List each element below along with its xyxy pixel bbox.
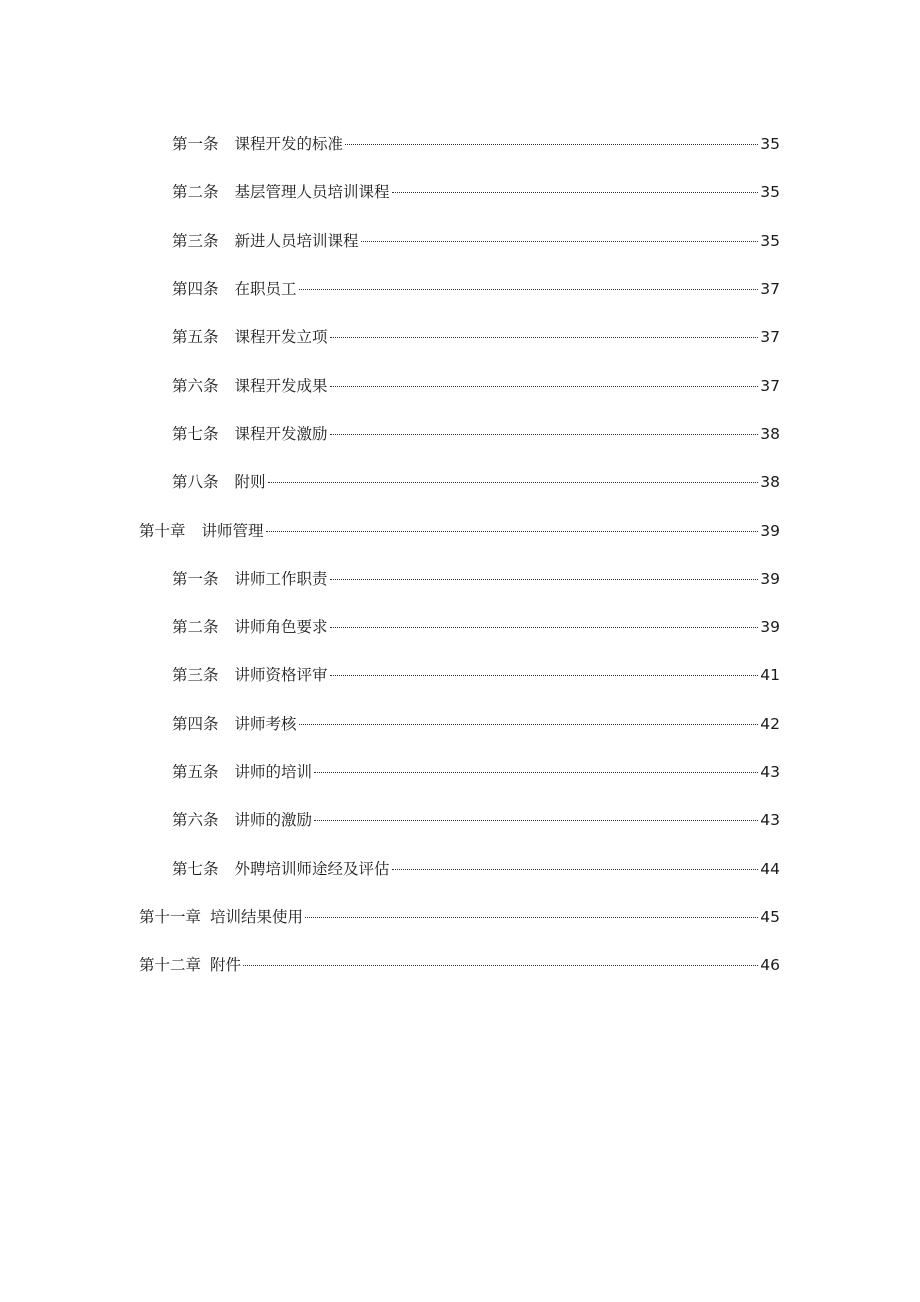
dot-leader	[330, 434, 759, 435]
dot-leader	[345, 144, 758, 145]
dot-leader	[361, 241, 759, 242]
toc-entry-page: 39	[760, 618, 780, 637]
toc-entry-page: 35	[760, 231, 780, 250]
toc-entry-number: 第四条	[172, 714, 219, 733]
dot-leader	[392, 869, 759, 870]
toc-entry-title: 讲师工作职责	[234, 569, 328, 588]
toc-entry-number: 第五条	[172, 763, 219, 781]
toc-entry-number: 第五条	[172, 328, 219, 347]
toc-entry-title: 课程开发的标准	[234, 135, 344, 154]
toc-entry[interactable]	[0, 796, 920, 844]
dot-leader	[299, 289, 759, 290]
dot-leader	[330, 386, 759, 387]
toc-entry[interactable]	[0, 748, 920, 796]
toc-entry-page: 35	[760, 183, 780, 202]
toc-entry-page: 41	[760, 666, 780, 685]
toc-entry-title: 课程开发立项	[234, 328, 328, 347]
toc-entry-title: 新进人员培训课程	[234, 231, 359, 250]
toc-chapter-entry[interactable]	[0, 506, 920, 554]
toc-entry-title: 课程开发激励	[234, 424, 328, 443]
toc-entry-title: 讲师考核	[234, 714, 297, 733]
toc-entry[interactable]	[0, 361, 920, 409]
toc-entry-title: 讲师管理	[201, 521, 264, 540]
toc-entry-number: 第七条	[172, 859, 219, 878]
toc-entry-number: 第一条	[172, 569, 219, 588]
dot-leader	[305, 917, 758, 918]
toc-entry-page: 39	[760, 569, 780, 588]
toc-entry-page: 38	[760, 473, 780, 492]
dot-leader	[330, 579, 759, 580]
toc-entry[interactable]	[0, 313, 920, 361]
dot-leader	[243, 965, 758, 966]
toc-entry-title: 讲师资格评审	[234, 666, 328, 685]
dot-leader	[268, 482, 759, 483]
toc-entry-number: 第十一章	[139, 907, 202, 926]
toc-entry-number: 第八条	[172, 473, 219, 492]
toc-entry-page: 44	[760, 859, 780, 878]
toc-entry[interactable]	[0, 844, 920, 892]
toc-entry-title: 培训结果使用	[210, 907, 304, 926]
toc-chapter-entry[interactable]	[0, 893, 920, 941]
toc-entry-number: 第十二章	[139, 956, 202, 975]
toc-entry[interactable]	[0, 603, 920, 651]
toc-entry-number: 第二条	[172, 618, 219, 637]
toc-entry-number: 第一条	[172, 135, 219, 154]
toc-entry-number: 第十章	[139, 521, 186, 540]
toc-entry-page: 45	[760, 907, 780, 926]
toc-entry-page: 35	[760, 135, 780, 154]
toc-entry[interactable]	[0, 651, 920, 699]
toc-entry-title: 附件	[210, 956, 242, 975]
toc-entry[interactable]	[0, 555, 920, 603]
toc-entry-number: 第三条	[172, 666, 219, 685]
dot-leader	[314, 772, 758, 773]
toc-entry-title: 讲师的激励	[234, 811, 313, 830]
toc-entry-title: 附则	[234, 473, 266, 492]
toc-entry-page: 39	[760, 521, 780, 540]
toc-entry[interactable]	[0, 410, 920, 458]
toc-chapter-entry[interactable]	[0, 941, 920, 989]
dot-leader	[330, 337, 759, 338]
toc-entry-page: 37	[760, 376, 780, 395]
toc-entry[interactable]	[0, 700, 920, 748]
toc-entry-number: 第六条	[172, 811, 219, 830]
toc-entry-page: 38	[760, 424, 780, 443]
toc-entry[interactable]	[0, 120, 920, 168]
toc-entry-page: 43	[760, 763, 780, 781]
dot-leader	[314, 820, 758, 821]
toc-entry-title: 课程开发成果	[234, 376, 328, 395]
dot-leader	[330, 675, 759, 676]
toc-entry-number: 第七条	[172, 424, 219, 443]
toc-entry-page: 46	[760, 956, 780, 975]
dot-leader	[392, 192, 759, 193]
toc-entry-title: 外聘培训师途经及评估	[234, 859, 390, 878]
toc-entry-title: 讲师的培训	[234, 763, 313, 781]
toc-entry-title: 讲师角色要求	[234, 618, 328, 637]
toc-entry-number: 第六条	[172, 376, 219, 395]
toc-entry[interactable]	[0, 265, 920, 313]
toc-entry-page: 37	[760, 328, 780, 347]
toc-entry-number: 第二条	[172, 183, 219, 202]
toc-entry-page: 37	[760, 280, 780, 299]
toc-entry-number: 第四条	[172, 280, 219, 299]
toc-entry[interactable]	[0, 458, 920, 506]
dot-leader	[299, 724, 759, 725]
toc-entry-page: 43	[760, 811, 780, 830]
toc-entry-title: 基层管理人员培训课程	[234, 183, 390, 202]
toc-entry[interactable]	[0, 217, 920, 265]
dot-leader	[266, 531, 759, 532]
toc-entry-title: 在职员工	[234, 280, 297, 299]
table-of-contents	[0, 120, 920, 989]
toc-entry-page: 42	[760, 714, 780, 733]
dot-leader	[330, 627, 759, 628]
toc-entry-number: 第三条	[172, 231, 219, 250]
toc-entry[interactable]	[0, 168, 920, 216]
